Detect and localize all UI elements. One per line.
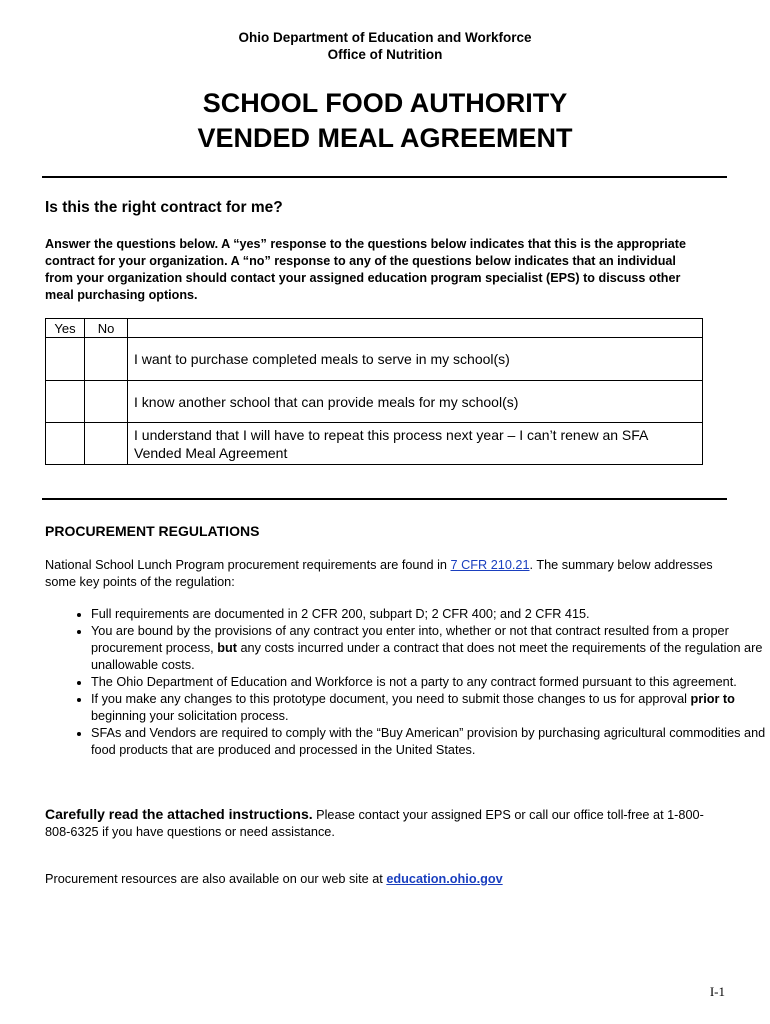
- list-item: [91, 725, 770, 759]
- page-number: I-1: [709, 984, 725, 999]
- list-item: [91, 623, 770, 674]
- question-column-header: [128, 319, 703, 338]
- title-line-1: SCHOOL FOOD AUTHORITY: [202, 88, 568, 118]
- procurement-intro-text-end: . The summary below addresses some key points of the regulation:: [45, 558, 713, 589]
- bullet-text-end: beginning your solicitation process.: [91, 709, 289, 723]
- contract-question-heading: Is this the right contract for me?: [45, 199, 283, 216]
- table-row: [46, 381, 703, 423]
- resources-paragraph: [45, 871, 725, 888]
- instructions-emphasis: Carefully read the attached instructions.: [45, 806, 313, 822]
- table-row: [46, 423, 703, 465]
- question-text: I understand that I will have to repeat this process next year – I can’t renew an SFA Vended Meal Agreement: [128, 423, 703, 465]
- question-text: I want to purchase completed meals to serve in my school(s): [128, 338, 703, 381]
- procurement-bullet-list: [45, 606, 770, 759]
- yes-column-header: Yes: [46, 319, 85, 338]
- eligibility-questions-table: [45, 318, 703, 465]
- list-item: [91, 674, 770, 691]
- bullet-text-end: any costs incurred under a contract that does not meet the requirements of the regulation are unallowable costs.: [91, 641, 763, 672]
- table-row: [46, 338, 703, 381]
- bullet-text: Full requirements are documented in 2 CFR 200, subpart D; 2 CFR 400; and 2 CFR 415.: [91, 607, 590, 621]
- question-text: I know another school that can provide meals for my school(s): [128, 381, 703, 423]
- instructions-text: Please contact your assigned EPS or call our office toll-free at 1-800-808-6325 if you have questions or need assistance.: [45, 808, 704, 839]
- table-header-row: [46, 319, 703, 338]
- bullet-text: You are bound by the provisions of any contract you enter into, whether or not that contract resulted from a proper procurement process,: [91, 624, 729, 655]
- list-item: [91, 691, 770, 725]
- procurement-intro: [45, 557, 725, 591]
- top-divider: [42, 176, 727, 178]
- no-column-header: No: [85, 319, 128, 338]
- bullet-emphasis: but: [217, 641, 237, 655]
- instructions-paragraph: [45, 806, 725, 841]
- org-name: Ohio Department of Education and Workforce: [238, 30, 532, 45]
- procurement-heading: PROCUREMENT REGULATIONS: [45, 523, 260, 539]
- procurement-intro-text: National School Lunch Program procurement requirements are found in: [45, 558, 451, 572]
- bullet-emphasis: prior to: [690, 692, 735, 706]
- yes-checkbox-cell[interactable]: [46, 423, 85, 465]
- bullet-text: SFAs and Vendors are required to comply with the “Buy American” provision by purchasing agricultural commodities and food products that are produced and processed in the United States.: [91, 726, 766, 757]
- yes-checkbox-cell[interactable]: [46, 338, 85, 381]
- resources-text: Procurement resources are also available on our web site at: [45, 872, 387, 886]
- middle-divider: [42, 498, 727, 500]
- list-item: [91, 606, 770, 623]
- title-line-2: VENDED MEAL AGREEMENT: [197, 123, 573, 153]
- bullet-text: The Ohio Department of Education and Workforce is not a party to any contract formed pursuant to this agreement.: [91, 675, 737, 689]
- bullet-text: If you make any changes to this prototype document, you need to submit those changes to us for approval: [91, 692, 691, 706]
- contract-intro-text: Answer the questions below. A “yes” response to the questions below indicates that this is the appropriate contract for your organization. A “no” response to any of the questions below indicates that an individual from your organization should contact your assigned education program specialist (EPS) to discuss other meal purchasing options.: [45, 237, 686, 302]
- no-checkbox-cell[interactable]: [85, 381, 128, 423]
- no-checkbox-cell[interactable]: [85, 423, 128, 465]
- yes-checkbox-cell[interactable]: [46, 381, 85, 423]
- office-name: Office of Nutrition: [327, 47, 443, 62]
- cfr-link[interactable]: 7 CFR 210.21: [450, 558, 530, 572]
- website-link[interactable]: education.ohio.gov: [386, 872, 503, 886]
- no-checkbox-cell[interactable]: [85, 338, 128, 381]
